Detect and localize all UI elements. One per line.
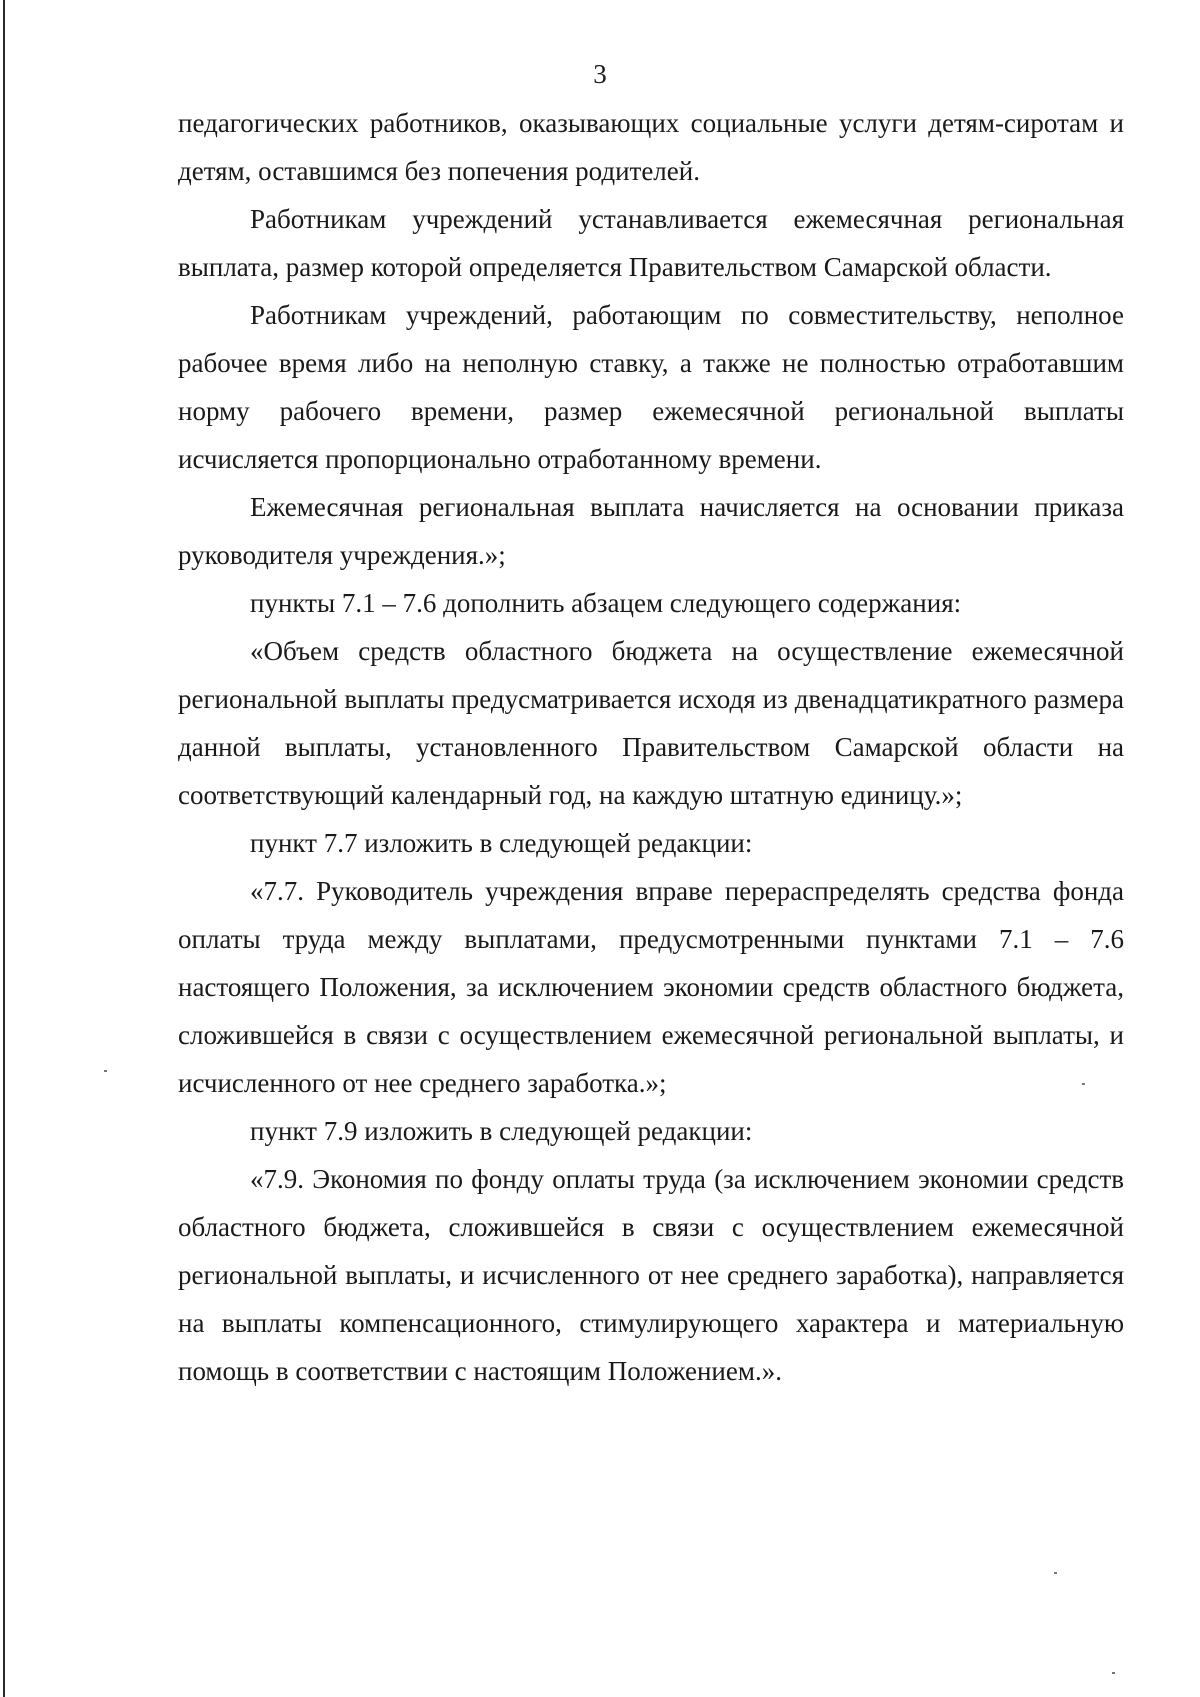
- paragraph: «7.7. Руководитель учреждения вправе перераспределять средства фонда оплаты труда между выплатами, предусмотренными пунктами 7.1 – 7.6 настоящего Положения, за исключением экономии средств областного бюджета, сложившейся в связи с осуществлением ежемесячной региональной выплаты, и исчисленного от нее среднего заработка.»;: [178, 876, 1124, 1098]
- page-number: 3: [593, 59, 607, 89]
- paragraph: Работникам учреждений устанавливается ежемесячная региональная выплата, размер которой определяется Правительством Самарской области.: [178, 204, 1124, 282]
- scan-left-border: [3, 0, 5, 1697]
- paragraph: Работникам учреждений, работающим по совместительству, неполное рабочее время либо на неполную ставку, а также не полностью отработавшим норму рабочего времени, размер ежемесячной региональной выплаты исчисляется пропорционально отработанному времени.: [178, 300, 1124, 474]
- paragraph: Ежемесячная региональная выплата начисляется на основании приказа руководителя учреждения.»;: [178, 492, 1124, 570]
- paragraph-continuation: педагогических работников, оказывающих социальные услуги детям-сиротам и детям, оставшимся без попечения родителей.: [178, 108, 1124, 186]
- paragraph: пункты 7.1 – 7.6 дополнить абзацем следующего содержания:: [250, 588, 962, 618]
- scan-speck: [1112, 1672, 1115, 1674]
- paragraph: «Объем средств областного бюджета на осуществление ежемесячной региональной выплаты предусматривается исходя из двенадцатикратного размера данной выплаты, установленного Правительством Самарской области на соответствующий календарный год, на каждую штатную единицу.»;: [178, 636, 1124, 810]
- paragraph: «7.9. Экономия по фонду оплаты труда (за исключением экономии средств областного бюджета, сложившейся в связи с осуществлением ежемесячной региональной выплаты, и исчисленного от нее среднего заработка), направляется на выплаты компенсационного, стимулирующего характера и материальную помощь в соответствии с настоящим Положением.».: [178, 1164, 1124, 1386]
- scan-speck: [1082, 1083, 1085, 1085]
- document-body: [178, 99, 1124, 1395]
- scan-speck: [104, 1070, 107, 1072]
- paragraph: пункт 7.9 изложить в следующей редакции:: [250, 1116, 753, 1146]
- scan-speck: [1054, 1572, 1057, 1574]
- paragraph: пункт 7.7 изложить в следующей редакции:: [250, 828, 753, 858]
